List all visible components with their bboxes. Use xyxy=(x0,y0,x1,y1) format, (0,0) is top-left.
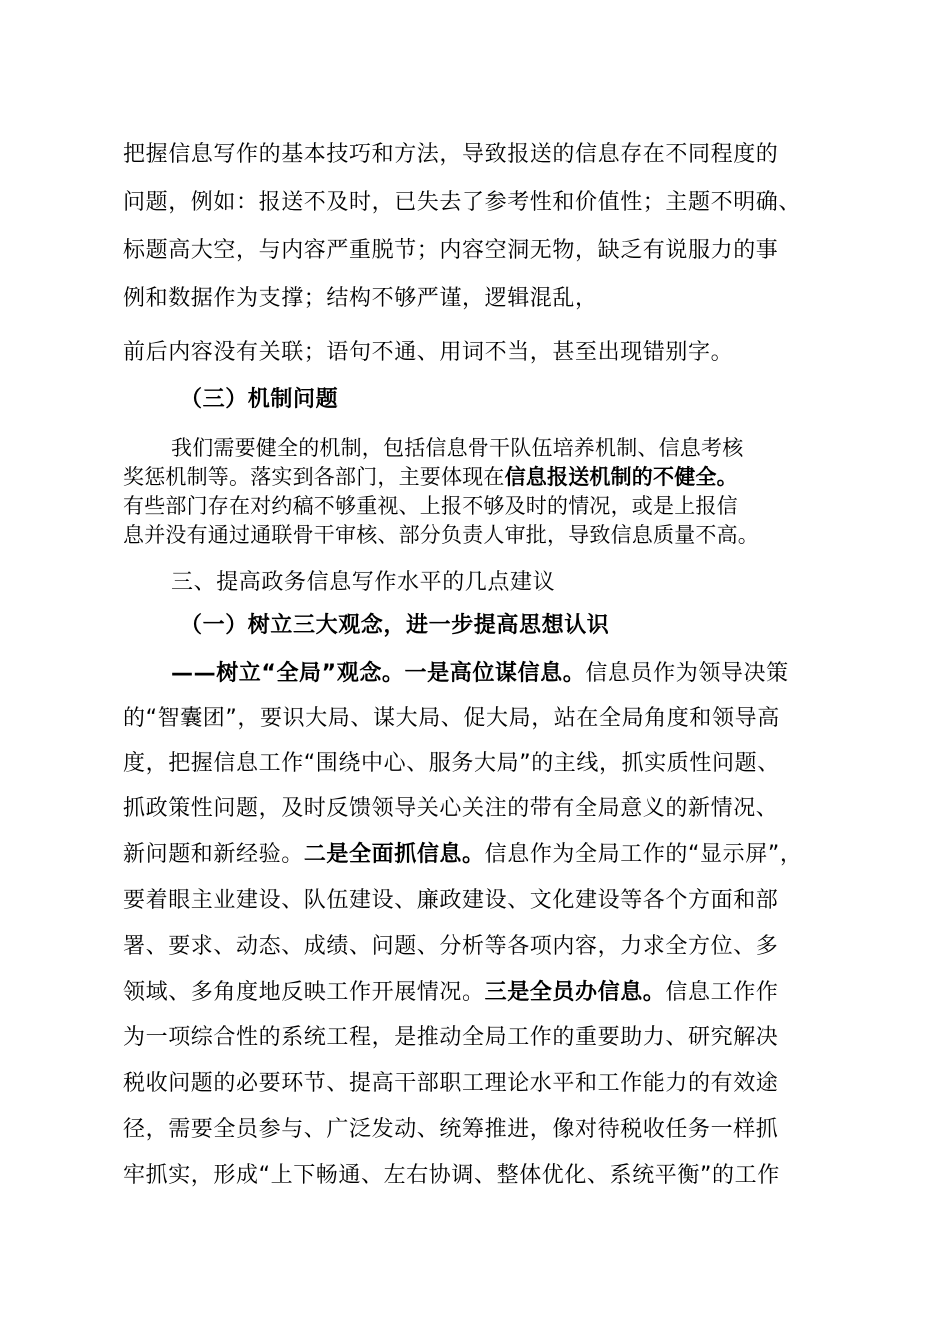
text-run: 领域、多角度地反映工作开展情况。 xyxy=(123,980,485,1005)
text-line: 为一项综合性的系统工程，是推动全局工作的重要助力、研究解决 xyxy=(123,1025,779,1050)
text-line: 标题高大空，与内容严重脱节；内容空洞无物，缺乏有说服力的事 xyxy=(123,238,779,263)
emphasis-run: 三是全员办信息。 xyxy=(484,980,666,1005)
text-line: 问题，例如：报送不及时，已失去了参考性和价值性；主题不明确、 xyxy=(123,190,802,215)
text-line xyxy=(123,840,802,870)
text-line: 把握信息写作的基本技巧和方法，导致报送的信息存在不同程度的 xyxy=(123,142,779,167)
text-line: 的“智囊团”，要识大局、谋大局、促大局，站在全局角度和领导高 xyxy=(123,706,780,731)
heading-mechanism: （三）机制问题 xyxy=(180,387,339,412)
text-line: 牢抓实，形成“上下畅通、左右协调、整体优化、系统平衡”的工作 xyxy=(123,1163,780,1188)
text-line: 径，需要全员参与、广泛发动、统筹推进，像对待税收任务一样抓 xyxy=(123,1117,779,1142)
emphasis-run: 二是全面抓信息。 xyxy=(303,842,485,867)
text-line: 度，把握信息工作“围绕中心、服务大局”的主线，抓实质性问题、 xyxy=(123,751,780,776)
text-run: 信息员作为领导决策 xyxy=(585,661,789,686)
text-run: 新问题和新经验。 xyxy=(123,842,304,867)
section-heading: 三、提高政务信息写作水平的几点建议 xyxy=(171,570,556,595)
text-line: 有些部门存在对约稿不够重视、上报不够及时的情况，或是上报信 xyxy=(123,494,738,518)
subsection-heading: （一）树立三大观念，进一步提高思想认识 xyxy=(180,613,610,638)
text-run: 信息工作作 xyxy=(665,980,779,1005)
text-line: 抓政策性问题，及时反馈领导关心关注的带有全局意义的新情况、 xyxy=(123,796,779,821)
text-line xyxy=(123,978,778,1008)
text-run: 信息作为全局工作的“显示屏”， xyxy=(484,842,803,867)
text-line: 例和数据作为支撑；结构不够严谨，逻辑混乱， xyxy=(123,286,598,311)
text-line: 息并没有通过通联骨干审核、部分负责人审批，导致信息质量不高。 xyxy=(123,523,759,547)
text-line: 我们需要健全的机制，包括信息骨干队伍培养机制、信息考核 xyxy=(171,436,744,460)
text-run: 奖惩机制等。落实到各部门，主要体现在 xyxy=(123,465,505,489)
text-line xyxy=(123,462,738,492)
emphasis-run: 信息报送机制的不健全。 xyxy=(504,465,738,489)
text-line: 前后内容没有关联；语句不通、用词不当，甚至出现错别字。 xyxy=(123,340,734,365)
text-line: 要着眼主业建设、队伍建设、廉政建设、文化建设等各个方面和部 xyxy=(123,888,779,913)
text-line: 署、要求、动态、成绩、问题、分析等各项内容，力求全方位、多 xyxy=(123,934,779,959)
text-line: 税收问题的必要环节、提高干部职工理论水平和工作能力的有效途 xyxy=(123,1071,779,1096)
text-line xyxy=(171,659,789,689)
emphasis-run: ——树立“全局”观念。一是高位谋信息。 xyxy=(171,661,586,686)
